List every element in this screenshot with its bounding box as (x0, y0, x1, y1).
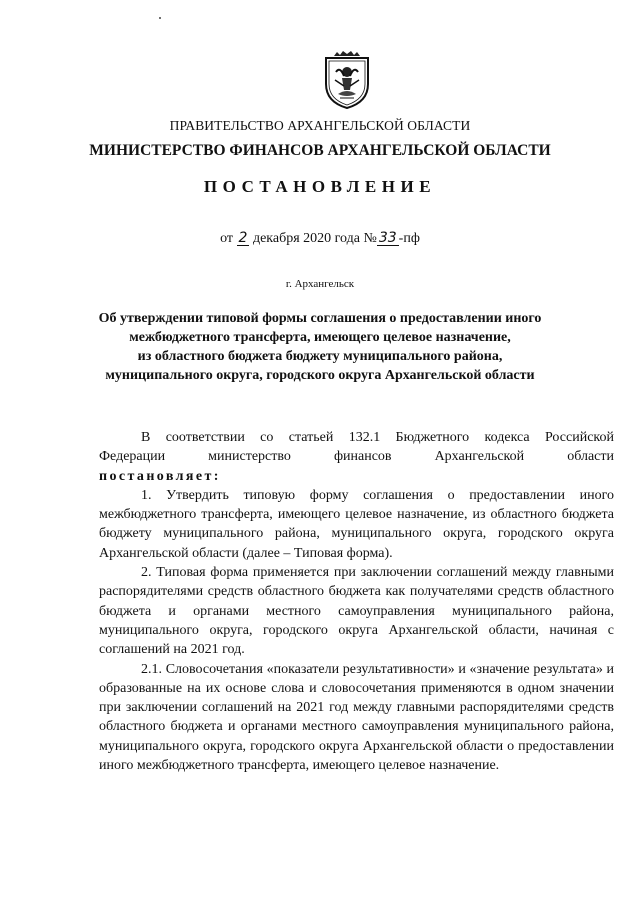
document-body (99, 428, 614, 775)
intro-line: В соответствии со статьей 132.1 Бюджетного кодекса Российской (141, 430, 614, 445)
date-prefix: от (220, 231, 234, 246)
day-handwritten: 2 (238, 230, 248, 246)
decree-word: постановляет: (99, 468, 221, 484)
ministry-name: МИНИСТЕРСТВО ФИНАНСОВ АРХАНГЕЛЬСКОЙ ОБЛАСТИ (89, 142, 551, 159)
document-type: ПОСТАНОВЛЕНИЕ (203, 177, 437, 196)
number-suffix: -пф (398, 231, 420, 246)
title-line: Об утверждении типовой формы соглашения о предоставлении иного (98, 311, 542, 326)
title-line: муниципального округа, городского округа Архангельской области (105, 368, 535, 383)
intro-line: Федерации министерство финансов Архангельской области (99, 449, 614, 465)
paragraph-2: 2. Типовая форма применяется при заключении соглашений между главными распорядителями средств областного бюджета как получателями средств областного бюджета и органами местного самоуправления муниципального района, муниципального округа, городского округа Архангельской области, начиная с соглашений на 2021 год. (99, 565, 614, 658)
scan-speck (159, 17, 161, 19)
number-handwritten: 33 (378, 230, 397, 246)
paragraph-2-1: 2.1. Словосочетания «показатели результативности» и «значение результата» и образованные на их основе слова и словосочетания применяются в одном значении при заключении соглашений на 2021 год между главными распорядителями средств областного бюджета и органами местного самоуправления муниципального района, муниципального округа, городского округа Архангельской области о предоставлении иного межбюджетного трансферта, имеющего целевое назначение. (99, 661, 614, 774)
document-title (0, 309, 640, 385)
city-name: г. Архангельск (285, 278, 355, 290)
paragraph-1: 1. Утвердить типовую форму соглашения о предоставлении иного межбюджетного трансферта, имеющего целевое назначение, из областного бюджета бюджету муниципального района, муниципального округа, городского округа Архангельской области (далее – Типовая форма). (99, 487, 614, 561)
coat-of-arms-icon (322, 50, 372, 110)
government-name: ПРАВИТЕЛЬСТВО АРХАНГЕЛЬСКОЙ ОБЛАСТИ (169, 118, 471, 133)
title-line: из областного бюджета бюджету муниципального района, (137, 349, 503, 364)
title-line: межбюджетного трансферта, имеющего целевое назначение, (129, 330, 511, 345)
decree-date-line (0, 231, 640, 247)
date-middle: декабря 2020 года № (252, 231, 377, 246)
